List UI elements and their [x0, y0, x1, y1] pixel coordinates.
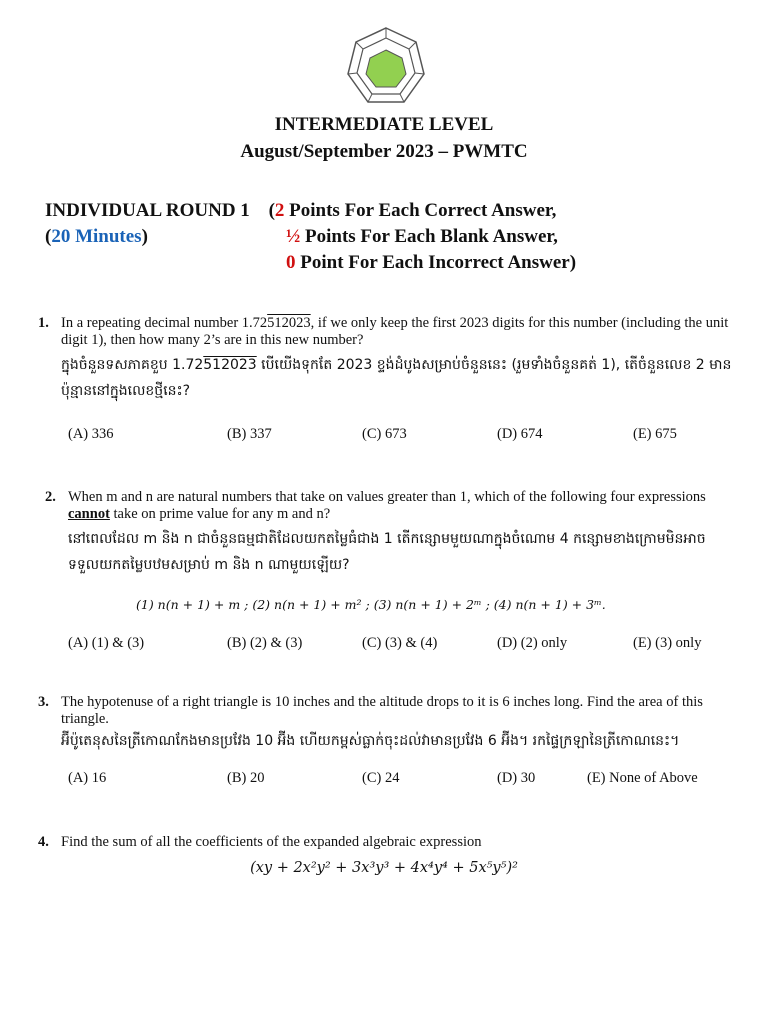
question-text: The hypotenuse of a right triangle is 10 inches and the altitude drops to it is 6 inches long. Find the area of this triangle. — [61, 694, 703, 727]
algebraic-expression: (xy + 2x²y² + 3x³y³ + 4x⁴y⁴ + 5x⁵y⁵)² — [250, 860, 518, 876]
choice-c[interactable]: (C) 673 — [362, 426, 407, 442]
heptagon-logo-icon — [346, 26, 426, 110]
question-text: When m and n are natural numbers that take on values greater than 1, which of the following four expressions cannot take on prime value for any m and n? — [68, 489, 706, 522]
level-title: INTERMEDIATE LEVEL — [274, 114, 494, 135]
question-number: 2. — [45, 489, 56, 505]
choice-d[interactable]: (D) 30 — [497, 770, 536, 786]
question-text: Find the sum of all the coefficients of the expanded algebraic expression — [61, 834, 482, 850]
choice-b[interactable]: (B) 20 — [227, 770, 265, 786]
incorrect-points: 0 — [286, 252, 296, 273]
choice-d[interactable]: (D) (2) only — [497, 635, 568, 651]
question-4 — [38, 834, 738, 851]
choice-e[interactable]: (E) 675 — [633, 426, 677, 442]
question-3 — [38, 694, 738, 754]
round-info — [45, 198, 745, 276]
question-text-khmer: អ៊ីប៉ូតេនុសនៃត្រីកោណកែងមានប្រវែង 10 អ៊ីង ហើយកម្ពស់ធ្លាក់ចុះដល់វាមានប្រវែង 6 អ៊ីង។ រកផ្ទៃក្រឡានៃត្រីកោណនេះ។ — [61, 733, 680, 749]
question-2 — [45, 489, 745, 578]
question-text: In a repeating decimal number 1.72512023, if we only keep the first 2023 digits for this number (including the unit digit 1), then how many 2’s are in this new number? — [61, 315, 729, 348]
round-line-2: (20 Minutes) ½ Points For Each Blank Answer, — [45, 226, 558, 247]
question-number: 4. — [38, 834, 49, 850]
question-text-khmer: ក្នុងចំនួនទសភាគខួប 1.72512023 បើយើងទុកតែ 2023 ខ្ទង់ដំបូងសម្រាប់ចំនួននេះ (រួមទាំងចំនួនគត់ 1), តើចំនួនលេខ 2 មានប៉ុន្មាននៅក្នុងលេខថ្មីនេះ? — [61, 357, 732, 399]
question-number: 3. — [38, 694, 49, 710]
question-number: 1. — [38, 315, 49, 331]
round-line-3 — [45, 250, 745, 276]
choice-c[interactable]: (C) (3) & (4) — [362, 635, 438, 651]
choice-e[interactable]: (E) None of Above — [587, 770, 698, 786]
choice-b[interactable]: (B) 337 — [227, 426, 272, 442]
correct-text: Points For Each Correct Answer, — [284, 200, 557, 221]
choice-a[interactable]: (A) 16 — [68, 770, 107, 786]
correct-points: 2 — [274, 200, 285, 221]
question-1 — [38, 315, 738, 404]
choice-e[interactable]: (E) (3) only — [633, 635, 702, 651]
choice-b[interactable]: (B) (2) & (3) — [227, 635, 303, 651]
choice-a[interactable]: (A) 336 — [68, 426, 114, 442]
blank-points: ½ — [286, 226, 301, 247]
choice-a[interactable]: (A) (1) & (3) — [68, 635, 145, 651]
choice-c[interactable]: (C) 24 — [362, 770, 400, 786]
choice-d[interactable]: (D) 674 — [497, 426, 543, 442]
contest-title: August/September 2023 – PWMTC — [240, 141, 528, 162]
blank-text: Points For Each Blank Answer, — [300, 226, 558, 247]
round-time: 20 Minutes — [51, 226, 142, 247]
question-text-khmer: នៅពេលដែល m និង n ជាចំនួនធម្មជាតិដែលយកតម្លៃធំជាង 1 តើកន្សោមមួយណាក្នុងចំណោម 4 កន្សោមខាងក្រោមមិនអាចទទួលយកតម្លៃបឋមសម្រាប់ m និង n ណាមួយឡើយ? — [68, 531, 706, 573]
round-line-1: INDIVIDUAL ROUND 1 (2 Points For Each Correct Answer, — [45, 200, 557, 221]
expressions-list: (1) n(n + 1) + m ; (2) n(n + 1) + m² ; (3) n(n + 1) + 2ᵐ ; (4) n(n + 1) + 3ᵐ. — [136, 597, 606, 612]
incorrect-text: Point For Each Incorrect Answer) — [295, 252, 577, 273]
round-name: INDIVIDUAL ROUND 1 — [45, 200, 250, 221]
